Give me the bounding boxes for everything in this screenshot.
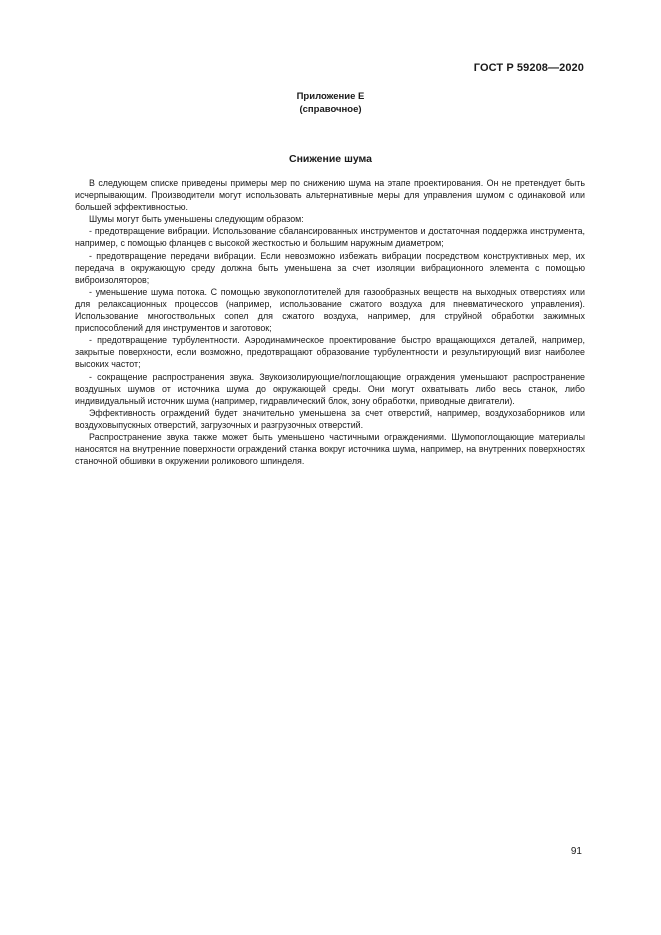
standard-number: ГОСТ Р 59208—2020 [473,62,584,74]
annex-title: Приложение Е [296,91,365,102]
paragraph: - предотвращение турбулентности. Аэродинамическое проектирование быстро вращающихся деталей, например, закрытые поверхности, если возможно, предотвращают образование турбулентности и результирующий визг наиболее высоких частот; [75,335,585,370]
page-number: 91 [570,846,582,857]
section-title: Снижение шума [288,153,372,165]
paragraph: - предотвращение передачи вибрации. Если невозможно избежать вибрации посредством конструктивных мер, их передача в окружающую среду должна быть уменьшена за счет изоляции вибрационного элемента с помощью виброизоляторов; [75,250,585,285]
paragraph: Эффективность ограждений будет значительно уменьшена за счет отверстий, например, воздухозаборников или воздуховыпускных отверстий, загрузочных и разгрузочных отверстий. [75,407,585,430]
paragraph: - сокращение распространения звука. Звукоизолирующие/поглощающие ограждения уменьшают распространение воздушных шумов от источника шума до окружающей среды. Они могут охватывать либо весь станок, либо индивидуальный источник шума (например, гидравлический блок, зону обработки, приводные двигатели). [75,371,585,406]
paragraph: - предотвращение вибрации. Использование сбалансированных инструментов и достаточная поддержка инструмента, например, с помощью фланцев с высокой жесткостью и большим наружным диаметром; [75,226,585,249]
paragraph: Шумы могут быть уменьшены следующим образом: [89,214,304,225]
body-text [75,177,585,467]
annex-subtitle: (справочное) [299,103,362,115]
paragraph: - уменьшение шума потока. С помощью звукопоглотителей для газообразных веществ на выходных отверстиях или для релаксационных процессов (например, использование сжатого воздуха для пневматического управления). Использование многоствольных сопел для сжатого воздуха, например, для струйной обработки зажимных приспособлений для инструментов и заготовок; [75,286,585,334]
paragraph: Распространение звука также может быть уменьшено частичными ограждениями. Шумопоглощающие материалы наносятся на внутренние поверхности ограждений станка вокруг источника шума, например, на внутренних поверхностях станочной обшивки в окружении роликового шпинделя. [75,431,585,467]
annex-heading [0,91,661,116]
paragraph: В следующем списке приведены примеры мер по снижению шума на этапе проектирования. Он не претендует быть исчерпывающим. Производители могут использовать альтернативные меры для управления шумом с одинаковой или большей эффективностью. [75,178,585,213]
